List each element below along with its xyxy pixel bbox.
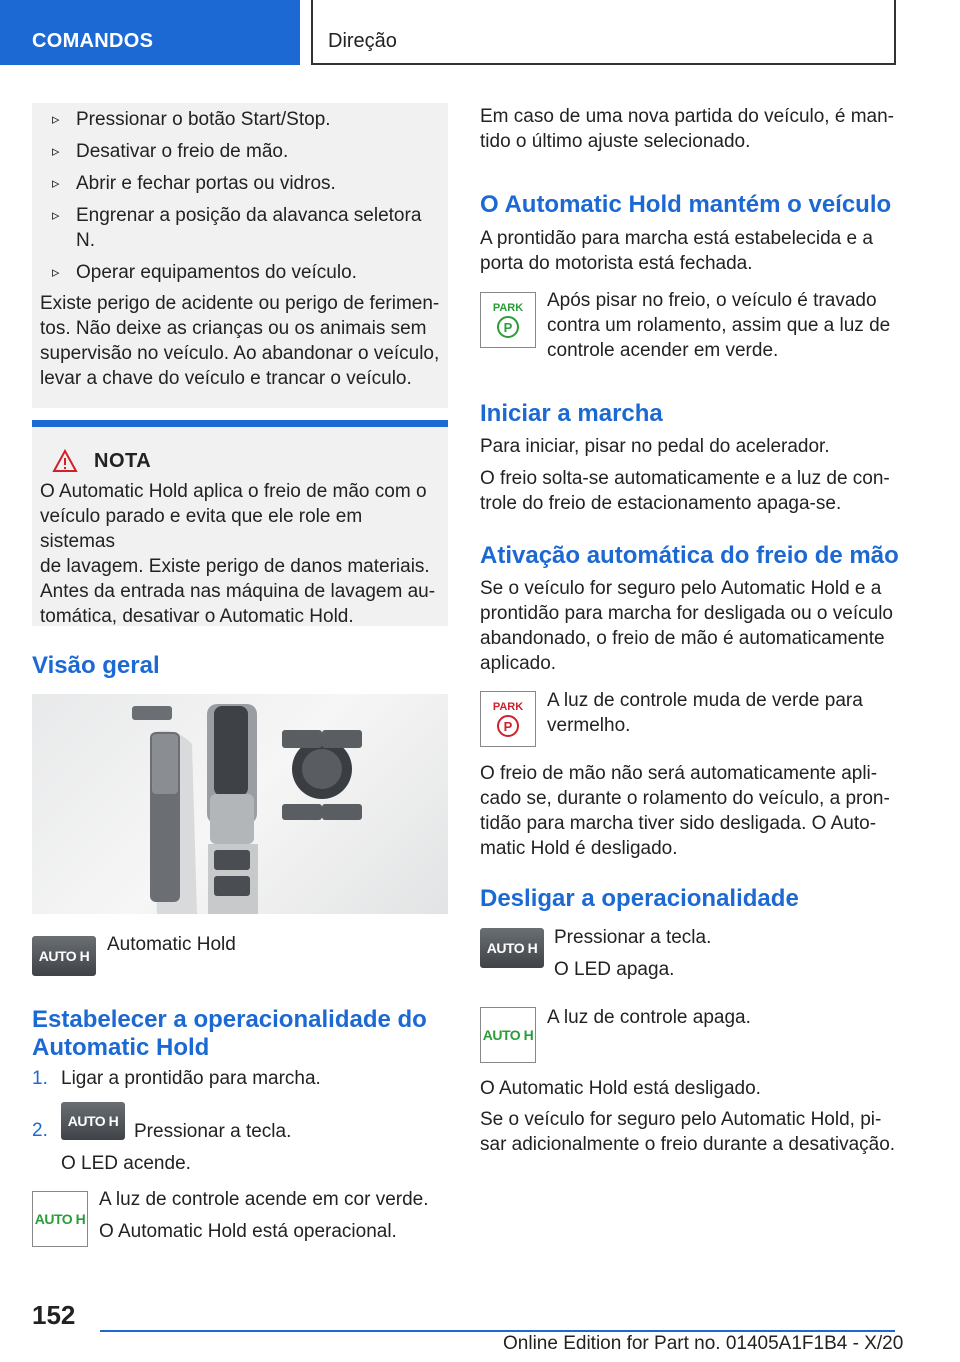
off-heading: Desligar a operacionalidade <box>480 885 799 912</box>
auto-h-button-icon: AUTO H <box>61 1102 125 1140</box>
chapter-title: Direção <box>328 30 397 52</box>
auto-icon-text: A luz de controle muda de verde para vermelho. <box>547 690 863 736</box>
footer-divider <box>100 1330 895 1332</box>
not-applied-text: O freio de mão não será automaticamente apli- cado se, durante o rolamento do veículo, a pron- tidão para marcha tiver sido desligada. O Auto- matic Hold é desligado. <box>480 763 890 859</box>
list-item: ▹ Desativar o freio de mão. <box>52 141 289 162</box>
step-text: Pressionar a tecla. <box>134 1121 292 1142</box>
off-indicator-text: A luz de controle apaga. <box>547 1007 751 1028</box>
intro-text: Em caso de uma nova partida do veículo, é man- tido o último ajuste selecionado. <box>480 106 895 152</box>
triangle-right-icon: ▹ <box>52 143 60 160</box>
start-text-2: O freio solta-se automaticamente e a luz de con- trole do freio de estacionamento apaga-se. <box>480 468 890 514</box>
svg-text:P: P <box>503 320 513 335</box>
auto-h-button-icon: AUTO H <box>32 936 96 976</box>
svg-text:PARK: PARK <box>492 701 524 713</box>
step-number: 1. <box>32 1068 48 1089</box>
triangle-right-icon: ▹ <box>52 175 60 192</box>
start-text: Para iniciar, pisar no pedal do acelerador. <box>480 436 830 457</box>
list-item: ▹ Operar equipamentos do veículo. <box>52 262 357 283</box>
park-red-icon <box>480 691 536 747</box>
warning-text: Existe perigo de acidente ou perigo de ferimen- tos. Não deixe as crianças ou os animais sem supervisão no veículo. Ao abandonar o veículo, levar a chave do veículo e trancar o veículo. <box>40 293 440 389</box>
led-on-text: O LED acende. <box>61 1153 191 1174</box>
chapter-tab <box>311 0 896 65</box>
note-text: O Automatic Hold aplica o freio de mão com o veículo parado e evita que ele role em sistemas de lavagem. Existe perigo de danos materiais. Antes da entrada nas máquina de lavagem au- tomática, desativar o Automatic Hold. <box>40 481 436 627</box>
button-label: Automatic Hold <box>107 934 236 955</box>
off-state-text: O Automatic Hold está desligado. <box>480 1078 761 1099</box>
start-heading: Iniciar a marcha <box>480 400 663 427</box>
auto-h-indicator-off-icon: AUTO H <box>480 1007 536 1063</box>
triangle-right-icon: ▹ <box>52 111 60 128</box>
step-number: 2. <box>32 1120 48 1141</box>
section-title: COMANDOS <box>32 30 154 52</box>
auto-heading: Ativação automática do freio de mão <box>480 542 899 569</box>
park-green-icon <box>480 292 536 348</box>
warning-box <box>32 103 448 408</box>
note-title: NOTA <box>94 449 152 472</box>
footer-edition: Online Edition for Part no. 01405A1F1B4 - X/20 <box>503 1333 904 1354</box>
off-press-text: Pressionar a tecla. <box>554 927 712 948</box>
section-tab <box>0 0 300 65</box>
triangle-right-icon: ▹ <box>52 207 60 224</box>
auto-h-indicator-green-icon: AUTO H <box>32 1191 88 1247</box>
list-item: ▹ Engrenar a posição da alavanca seletora N. <box>52 205 422 251</box>
list-item: ▹ Abrir e fechar portas ou vidros. <box>52 173 336 194</box>
svg-text:P: P <box>503 719 513 734</box>
hold-text: A prontidão para marcha está estabelecida e a porta do motorista está fechada. <box>480 228 873 274</box>
note-box <box>32 420 448 626</box>
svg-text:PARK: PARK <box>492 302 524 314</box>
overview-heading: Visão geral <box>32 652 160 679</box>
center-console-image <box>32 694 448 914</box>
warning-triangle-icon <box>52 449 78 473</box>
hold-heading: O Automatic Hold mantém o veículo <box>480 191 892 218</box>
page-number: 152 <box>32 1300 76 1330</box>
step-text: Ligar a prontidão para marcha. <box>61 1068 321 1089</box>
triangle-right-icon: ▹ <box>52 264 60 281</box>
auto-text: Se o veículo for seguro pelo Automatic Hold e a prontidão para marcha for desligada ou o veículo abandonado, o freio de mão é automaticamente aplicado. <box>480 578 893 674</box>
operational-text: O Automatic Hold está operacional. <box>99 1221 397 1242</box>
list-item: ▹ Pressionar o botão Start/Stop. <box>52 109 331 130</box>
off-led-text: O LED apaga. <box>554 959 675 980</box>
indicator-text: A luz de controle acende em cor verde. <box>99 1189 429 1210</box>
auto-h-button-icon: AUTO H <box>480 928 544 968</box>
establish-heading: Estabelecer a operacionalidade do Automatic Hold <box>32 1006 427 1061</box>
off-note-text: Se o veículo for seguro pelo Automatic Hold, pi- sar adicionalmente o freio durante a desativação. <box>480 1109 896 1155</box>
hold-icon-text: Após pisar no freio, o veículo é travado contra um rolamento, assim que a luz de controle acender em verde. <box>547 290 891 361</box>
